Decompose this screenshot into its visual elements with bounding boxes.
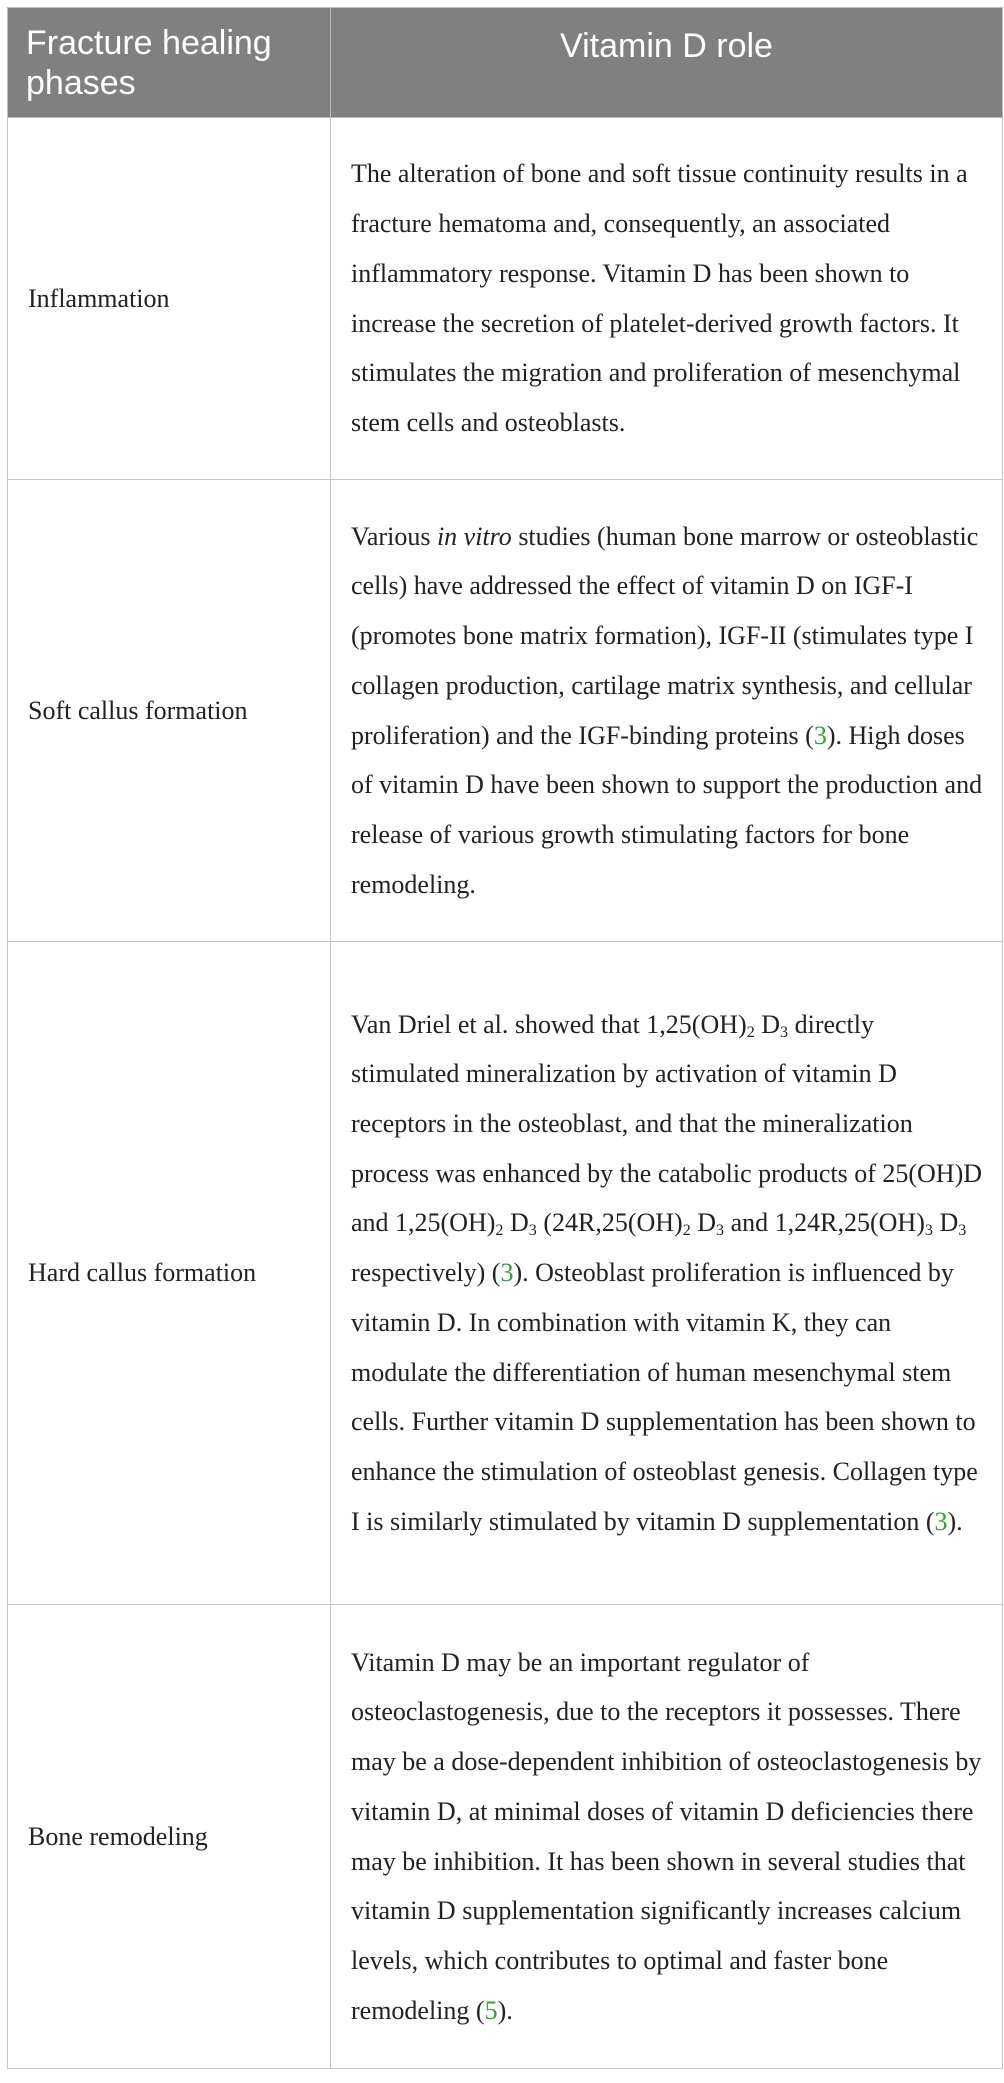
role-text: (24R,25(OH): [536, 1208, 683, 1238]
phase-cell: Soft callus formation: [8, 480, 331, 942]
reference-link[interactable]: 5: [484, 1995, 498, 2025]
role-text: ).: [497, 1995, 513, 2025]
role-cell: The alteration of bone and soft tissue continuity results in a fracture hematoma and, consequently, an associated inflammatory response. Vitamin D has been shown to increase the secretion of platelet-derived growth factors. It stimulates the migration and proliferation of mesenchymal stem cells and osteoblasts.: [331, 118, 1003, 480]
reference-link[interactable]: 3: [500, 1258, 514, 1288]
role-text: respectively) (: [351, 1258, 501, 1288]
role-text: ).: [947, 1506, 963, 1536]
subscript: 2: [495, 1222, 504, 1240]
column-header-vitamin-d-role: Vitamin D role: [331, 8, 1003, 118]
subscript: 2: [746, 1023, 755, 1041]
role-cell: [331, 1605, 1003, 2069]
subscript: 3: [958, 1222, 967, 1240]
table-row: [8, 118, 1003, 480]
subscript: 3: [716, 1222, 725, 1240]
role-text-italic: in vitro: [436, 521, 512, 551]
role-text: ). Osteoblast proliferation is influenced by vitamin D. In combination with vitamin K, they can modulate the differentiation of human mesenchymal stem cells. Further vitamin D supplementation has been shown to enhance the stimulation of osteoblast genesis. Collagen type I is similarly stimulated by vitamin D supplementation (: [351, 1258, 978, 1536]
header-row: [8, 8, 1003, 118]
role-text: directly stimulated mineralization by activation of vitamin D receptors in the osteoblast, and that the mineralization process was enhanced by the catabolic products of 25(OH)D and 1,25(OH): [351, 1009, 983, 1238]
vitamin-d-fracture-table: [7, 7, 1003, 2069]
table-body: [8, 118, 1003, 2069]
phase-cell: Inflammation: [8, 118, 331, 480]
table-row: [8, 480, 1003, 942]
column-header-phases: Fracture healing phases: [8, 8, 331, 118]
table-row: [8, 1605, 1003, 2069]
role-text: D: [503, 1208, 529, 1238]
subscript: 3: [528, 1222, 537, 1240]
role-text: Various: [351, 521, 437, 551]
role-text: studies (human bone marrow or osteoblastic cells) have addressed the effect of vitamin D on IGF-I (promotes bone matrix formation), IGF-II (stimulates type I collagen production, cartilage matrix synthesis, and cellular proliferation) and the IGF-binding proteins (: [351, 521, 979, 750]
subscript: 3: [924, 1222, 933, 1240]
role-text: Vitamin D may be an important regulator of osteoclastogenesis, due to the receptors it possesses. There may be a dose-dependent inhibition of osteoclastogenesis by vitamin D, at minimal doses of vitamin D deficiencies there may be inhibition. It has been shown in several studies that vitamin D supplementation significantly increases calcium levels, which contributes to optimal and faster bone remodeling (: [351, 1647, 982, 2025]
subscript: 3: [780, 1023, 789, 1041]
role-text: D: [932, 1208, 959, 1238]
phase-cell: Bone remodeling: [8, 1605, 331, 2069]
subscript: 2: [682, 1222, 691, 1240]
role-text: D: [754, 1009, 781, 1039]
reference-link[interactable]: 3: [813, 720, 827, 750]
table-row: [8, 942, 1003, 1605]
role-cell: [331, 480, 1003, 942]
role-cell: [331, 942, 1003, 1605]
role-text: and 1,24R,25(OH): [724, 1208, 925, 1238]
role-text: ). High doses of vitamin D have been shown to support the production and release of various growth stimulating factors for bone remodeling.: [351, 720, 983, 899]
reference-link[interactable]: 3: [934, 1506, 948, 1536]
phase-cell: Hard callus formation: [8, 942, 331, 1605]
table-header: [8, 8, 1003, 118]
role-text: Van Driel et al. showed that 1,25(OH): [351, 1009, 747, 1039]
role-text: D: [690, 1208, 717, 1238]
